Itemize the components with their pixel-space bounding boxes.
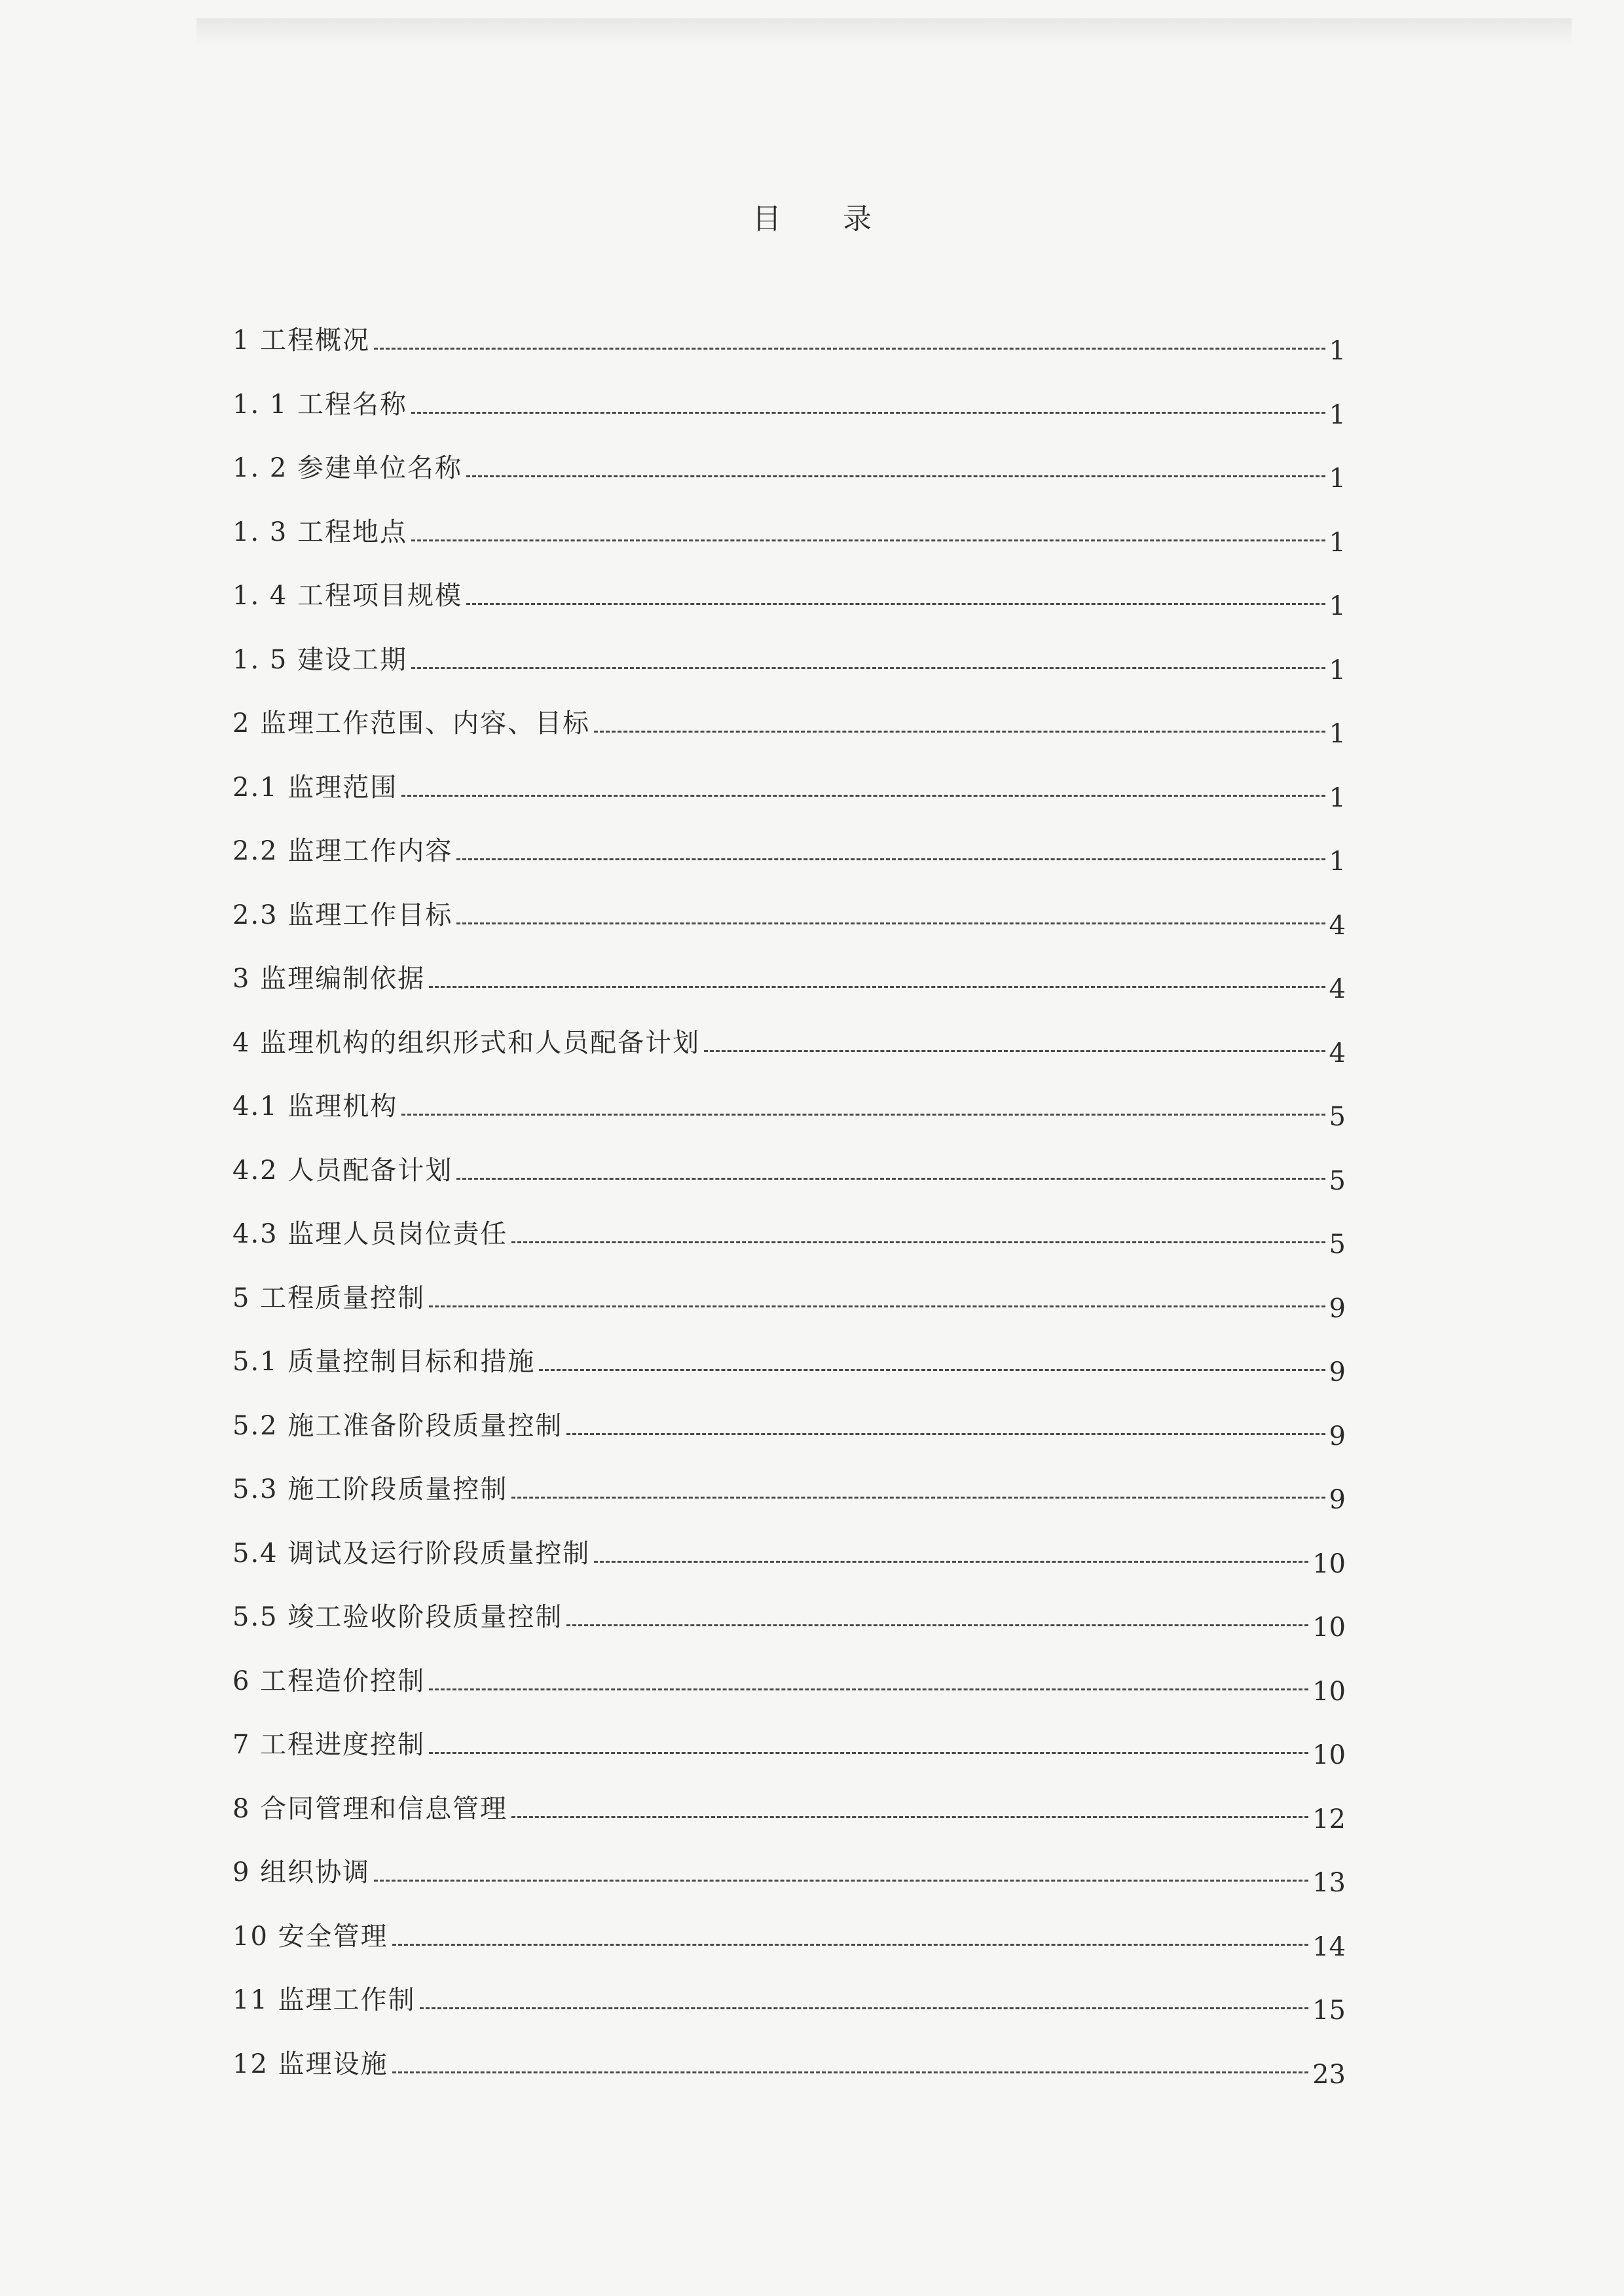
toc-entry-label: 6 工程造价控制 [232, 1666, 426, 1696]
toc-leader-line [456, 858, 1325, 860]
toc-page-number: 10 [1312, 1548, 1346, 1579]
toc-entry-label: 8 合同管理和信息管理 [232, 1793, 508, 1824]
toc-page-number: 14 [1312, 1931, 1346, 1962]
toc-entry[interactable] [232, 448, 1346, 494]
toc-page-number: 4 [1329, 910, 1346, 941]
toc-leader-line [401, 795, 1325, 797]
toc-entry-label: 4.2 人员配备计划 [232, 1155, 453, 1186]
toc-leader-line [429, 1688, 1308, 1690]
toc-leader-line [374, 348, 1325, 350]
toc-entry[interactable] [232, 1853, 1346, 1898]
toc-leader-line [511, 1241, 1325, 1243]
toc-page-number: 4 [1329, 1038, 1346, 1068]
toc-page-number: 9 [1329, 1485, 1346, 1515]
toc-leader-line [411, 539, 1325, 541]
toc-page-number: 10 [1312, 1740, 1346, 1770]
toc-entry-label: 4.1 监理机构 [232, 1091, 398, 1121]
toc-entry-label: 5.1 质量控制目标和措施 [232, 1347, 536, 1377]
toc-leader-line [456, 1178, 1325, 1180]
toc-page-number: 5 [1329, 1102, 1346, 1132]
toc-entry[interactable] [232, 1087, 1346, 1132]
toc-entry[interactable] [232, 896, 1346, 941]
toc-entry[interactable] [232, 1342, 1346, 1387]
toc-page-number: 1 [1329, 464, 1346, 494]
toc-page-number: 10 [1312, 1613, 1346, 1643]
toc-leader-line [411, 412, 1325, 414]
toc-leader-line [466, 475, 1325, 477]
toc-leader-line [429, 1305, 1325, 1307]
toc-page-number: 5 [1329, 1230, 1346, 1260]
toc-leader-line [566, 1624, 1308, 1626]
toc-entry-label: 1. 5 建设工期 [232, 644, 408, 675]
toc-entry[interactable] [232, 959, 1346, 1004]
toc-leader-line [594, 1561, 1308, 1563]
toc-leader-line [511, 1497, 1325, 1499]
toc-entry-label: 5.2 施工准备阶段质量控制 [232, 1410, 563, 1441]
toc-entry-label: 5.4 调试及运行阶段质量控制 [232, 1538, 591, 1569]
toc-leader-line [594, 731, 1325, 733]
toc-entry[interactable] [232, 1917, 1346, 1962]
toc-entry[interactable] [232, 1470, 1346, 1515]
toc-page-number: 23 [1312, 2059, 1346, 2090]
toc-entry-label: 10 安全管理 [232, 1921, 388, 1952]
toc-entry-label: 5.3 施工阶段质量控制 [232, 1474, 508, 1504]
toc-entry[interactable] [232, 640, 1346, 685]
toc-leader-line [420, 2007, 1308, 2009]
toc-page-number: 1 [1329, 591, 1346, 621]
toc-entry[interactable] [232, 1406, 1346, 1451]
toc-leader-line [566, 1433, 1325, 1435]
toc-entry[interactable] [232, 321, 1346, 366]
toc-entry-label: 7 工程进度控制 [232, 1730, 426, 1760]
toc-entry-label: 11 监理工作制 [232, 1985, 416, 2015]
toc-entry-label: 9 组织协调 [232, 1857, 371, 1887]
toc-page-number: 1 [1329, 655, 1346, 685]
toc-leader-line [704, 1050, 1325, 1052]
toc-entry-label: 2 监理工作范围、内容、目标 [232, 708, 591, 738]
toc-entry-label: 2.1 监理范围 [232, 772, 398, 803]
toc-page-number: 1 [1329, 847, 1346, 877]
toc-leader-line [392, 2071, 1308, 2073]
toc-page-number: 1 [1329, 719, 1346, 749]
toc-entry[interactable] [232, 1789, 1346, 1834]
toc-entry[interactable] [232, 1214, 1346, 1260]
toc-page-number: 9 [1329, 1357, 1346, 1387]
toc-leader-line [539, 1369, 1325, 1371]
toc-leader-line [429, 1752, 1308, 1754]
toc-page-number: 9 [1329, 1293, 1346, 1324]
toc-entry-label: 1. 3 工程地点 [232, 517, 408, 547]
toc-leader-line [374, 1880, 1308, 1882]
toc-entry-label: 4 监理机构的组织形式和人员配备计划 [232, 1027, 701, 1058]
toc-entry[interactable] [232, 385, 1346, 430]
toc-page-number: 12 [1312, 1804, 1346, 1834]
toc-entry-label: 5.5 竣工验收阶段质量控制 [232, 1602, 563, 1632]
toc-entry[interactable] [232, 1279, 1346, 1324]
toc-page-number: 13 [1312, 1868, 1346, 1898]
toc-entry-label: 2.3 监理工作目标 [232, 900, 453, 930]
toc-page-number: 1 [1329, 782, 1346, 813]
toc-leader-line [456, 922, 1325, 924]
toc-leader-line [429, 986, 1325, 988]
toc-entry-label: 1. 4 工程项目规模 [232, 581, 463, 611]
toc-entry-label: 4.3 监理人员岗位责任 [232, 1219, 508, 1249]
toc-entry-label: 1 工程概况 [232, 325, 371, 355]
toc-entry[interactable] [232, 1597, 1346, 1643]
toc-page-number: 15 [1312, 1995, 1346, 2026]
toc-page-number: 1 [1329, 399, 1346, 430]
toc-entry[interactable] [232, 1662, 1346, 1707]
toc-entry-label: 5 工程质量控制 [232, 1283, 426, 1313]
toc-page-number: 1 [1329, 336, 1346, 366]
toc-entry[interactable] [232, 1023, 1346, 1068]
toc-page-number: 5 [1329, 1165, 1346, 1196]
toc-entry[interactable] [232, 576, 1346, 621]
page-title: 目 录 [752, 202, 898, 236]
toc-page-number: 1 [1329, 527, 1346, 558]
scan-edge-artifact [196, 18, 1572, 45]
toc-page-number: 9 [1329, 1421, 1346, 1451]
toc-entry[interactable] [232, 513, 1346, 558]
toc-page-number: 4 [1329, 974, 1346, 1004]
toc-entry-label: 3 监理编制依据 [232, 964, 426, 994]
toc-entry[interactable] [232, 2045, 1346, 2090]
toc-leader-line [401, 1114, 1325, 1116]
toc-entry[interactable] [232, 1534, 1346, 1579]
toc-entry[interactable] [232, 768, 1346, 813]
toc-entry[interactable] [232, 1980, 1346, 2026]
toc-entry[interactable] [232, 831, 1346, 877]
toc-leader-line [392, 1944, 1308, 1946]
toc-page-number: 10 [1312, 1676, 1346, 1707]
toc-entry-label: 2.2 监理工作内容 [232, 836, 453, 866]
toc-entry-label: 12 监理设施 [232, 2049, 388, 2079]
toc-entry[interactable] [232, 704, 1346, 749]
toc-entry-label: 1. 2 参建单位名称 [232, 453, 463, 483]
toc-leader-line [411, 667, 1325, 669]
toc-leader-line [511, 1816, 1308, 1818]
toc-entry[interactable] [232, 1151, 1346, 1196]
toc-entry-label: 1. 1 工程名称 [232, 389, 408, 420]
toc-leader-line [466, 603, 1325, 605]
toc-entry[interactable] [232, 1725, 1346, 1770]
